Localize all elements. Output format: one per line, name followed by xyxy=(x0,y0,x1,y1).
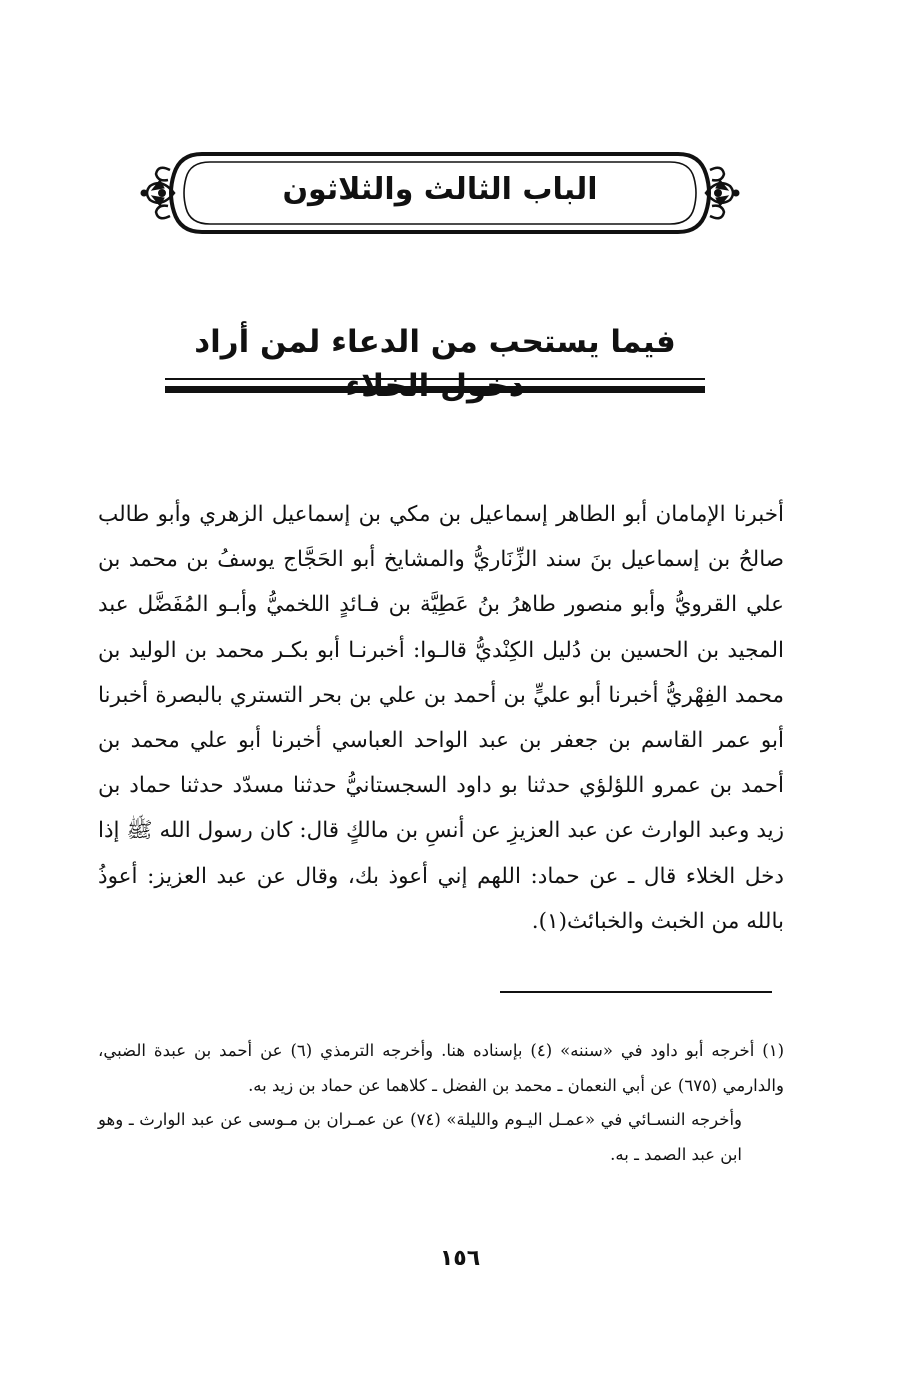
chapter-banner xyxy=(140,150,740,236)
footnote-1-continuation: وأخرجه النسـائي في «عمـل اليـوم والليلة» (٧٤) عن عمـران بن مـوسى عن عبد الوارث ـ وهو ابن عبد الصمد ـ به. xyxy=(98,1110,742,1164)
footnotes-section xyxy=(98,1034,784,1172)
hadith-paragraph: أخبرنا الإمامان أبو الطاهر إسماعيل بن مكي بن إسماعيل الزهري وأبو طالب صالحُ بن إسماعيل بنَ سند الزِّنَاريُّ والمشايخ أبو الحَجَّاج يوسفُ بن محمد بن علي القرويُّ وأبو منصور طاهرُ بنُ عَطِيَّة بن فـائدٍ اللخميُّ وأبـو المُفَضَّل عبد المجيد بن الحسين بن دُليل الكِنْديُّ قالـوا: أخبرنـا أبو بكـر محمد بن الوليد بن محمد الفِهْريُّ أخبرنا أبو عليٍّ بن أحمد بن علي بن بحر التستري بالبصرة أخبرنا أبو عمر القاسم بن جعفر بن عبد الواحد العباسي أخبرنا أبو علي محمد بن أحمد بن عمرو اللؤلؤي حدثنا بو داود السجستانيُّ حدثنا مسدّد حدثنا حماد بن زيد وعبد الوارث عن عبد العزيزِ عن أنسِ بن مالكٍ قال: كان رسول الله ﷺ إذا دخل الخلاء قال ـ عن حماد: اللهم إني أعوذ بك، وقال عن عبد العزيز: أعوذُ بالله من الخبث والخبائث(١). xyxy=(98,502,784,934)
chapter-title: الباب الثالث والثلاثون xyxy=(282,172,598,207)
title-underline-thick xyxy=(165,386,705,393)
footnote-separator xyxy=(500,991,772,993)
footnote-1: (١) أخرجه أبو داود في «سننه» (٤) بإسناده هنا. وأخرجه الترمذي (٦) عن أحمد بن عبدة الضبي، والدارمي (٦٧٥) عن أبي النعمان ـ محمد بن الفضل ـ كلاهما عن حماد بن زيد به. xyxy=(98,1041,784,1095)
section-title: فيما يستحب من الدعاء لمن أراد xyxy=(194,324,676,360)
page-number: ١٥٦ xyxy=(439,1246,481,1271)
title-underline-thin xyxy=(165,378,705,380)
